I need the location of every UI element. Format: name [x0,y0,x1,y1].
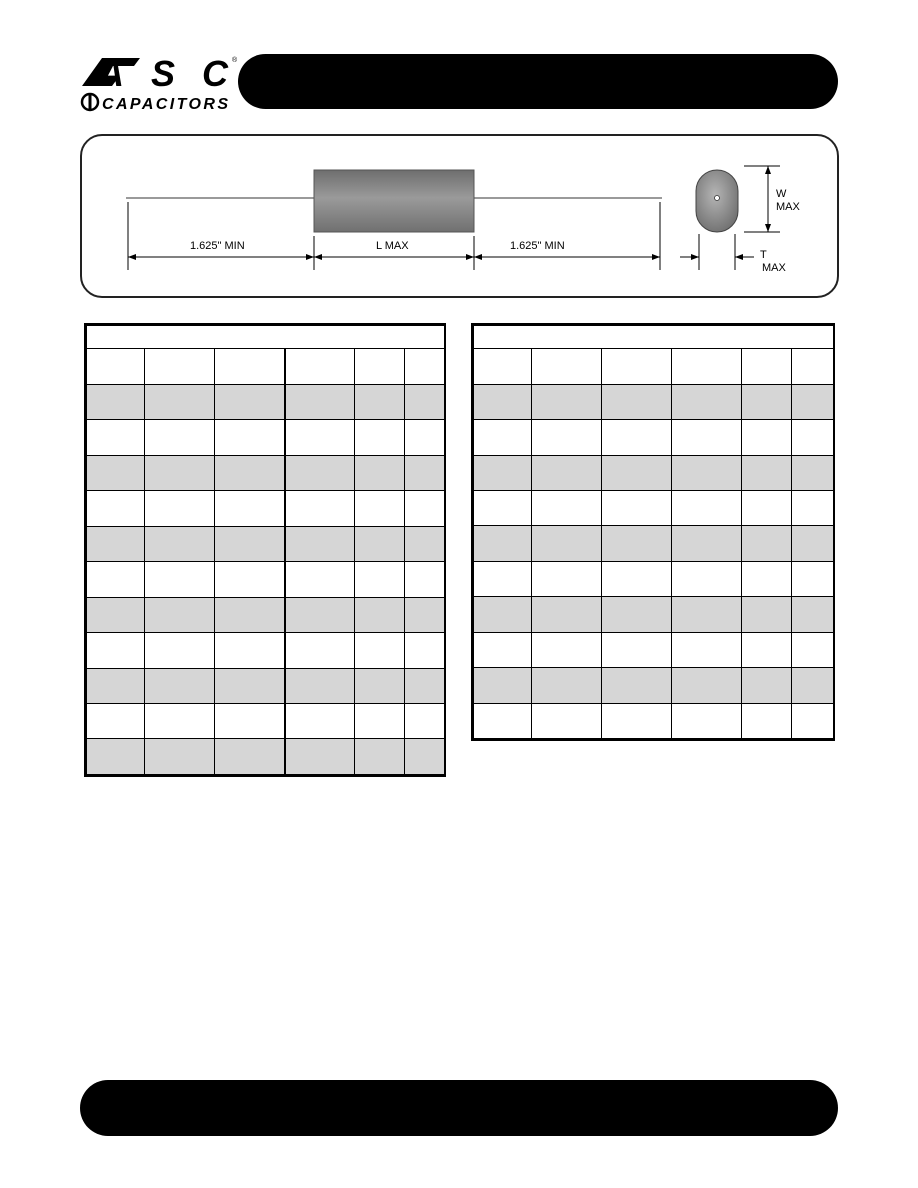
table-title [474,326,834,349]
table-row [474,597,834,632]
right-spec-table [471,323,835,741]
width-label-line2: MAX [776,201,800,213]
table-row [87,384,445,419]
left-spec-table [84,323,446,777]
table-row [474,668,834,703]
table-row [87,739,445,775]
table-row [87,562,445,597]
table-row [474,490,834,525]
width-label-line1: W [776,188,787,200]
table-row [87,491,445,526]
table-row [87,703,445,738]
thickness-label-line2: MAX [762,262,786,274]
header-bar [238,54,838,109]
dimension-diagram [80,134,839,298]
table-header-row [474,349,834,384]
table-row [87,526,445,561]
registered-mark: ® [232,57,238,64]
table-row [87,420,445,455]
table-row [87,597,445,632]
logo-wordmark: ASC [98,53,228,94]
table-row [87,455,445,490]
table-title [87,326,445,349]
table-row [87,633,445,668]
body-length-label: L MAX [372,240,413,253]
table-row [474,455,834,490]
table-row [474,526,834,561]
logo-subtext: CAPACITORS [102,96,228,113]
asc-capacitors-logo [80,50,240,114]
table-row [474,420,834,455]
end-view [696,170,738,232]
capacitor-body [314,170,474,232]
footer-bar [80,1080,838,1136]
table-row [87,668,445,703]
table-row [474,632,834,667]
thickness-label-line1: T [760,249,767,261]
right-lead-length-label: 1.625" MIN [506,240,569,253]
table-header-row [87,349,445,384]
table-row [474,703,834,739]
table-row [474,561,834,596]
left-lead [126,197,314,199]
left-lead-length-label: 1.625" MIN [186,240,249,253]
table-row [474,384,834,419]
right-lead [474,197,662,199]
